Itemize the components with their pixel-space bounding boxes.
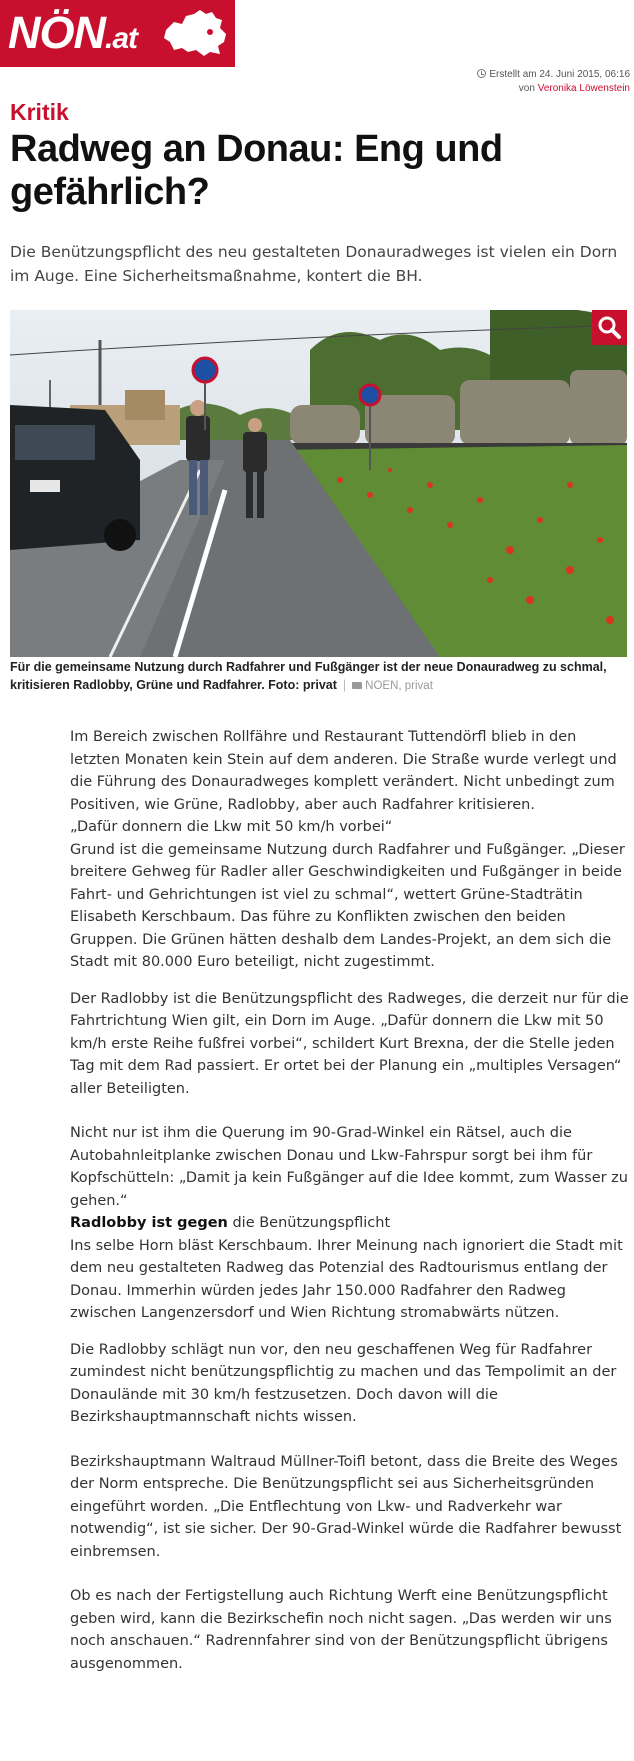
camera-icon — [352, 682, 362, 689]
search-icon — [592, 310, 627, 345]
photo-credit: NOEN, privat — [352, 680, 433, 692]
article-meta — [477, 68, 630, 96]
article-photo[interactable] — [10, 310, 627, 657]
created-date: Erstellt am 24. Juni 2015, 06:16 — [489, 69, 630, 80]
paragraph-6: Bezirkshauptmann Waltraud Müllner-Toifl betont, dass die Breite des Weges der Norm entspreche. Die Benützungspflicht sei aus Sicherheitsgründen eingeführt worden. „Die Entflechtung von Lkw- und Radverkehr war notwendig“, ist sie sicher. Der 90-Grad-Winkel würde die Radfahrer bewusst einbremsen. — [70, 1453, 622, 1560]
caption-text: Für die gemeinsame Nutzung durch Radfahrer und Fußgänger ist der neue Donauradweg zu schmal, kritisieren Radlobby, Grüne und Radfahrer. Foto: privat — [10, 660, 607, 692]
article-body — [70, 726, 630, 1689]
caption-separator: | — [342, 678, 347, 692]
subheading-bold: Radlobby ist gegen — [70, 1215, 228, 1231]
site-logo[interactable] — [0, 0, 235, 67]
zoom-button[interactable] — [592, 310, 627, 345]
article-kicker[interactable]: Kritik — [10, 99, 69, 125]
paragraph-5: Die Radlobby schlägt nun vor, den neu geschaffenen Weg für Radfahrer zumindest nicht benützungspflichtig zu machen und das Tempolimit an der Donaulände mit 30 km/h festzusetzen. Doch davon will die Bezirkshauptmannschaft nichts wissen. — [70, 1341, 617, 1425]
paragraph-1: Im Bereich zwischen Rollfähre und Restaurant Tuttendörfl blieb in den letzten Monaten kein Stein auf dem anderen. Die Straße wurde verlegt und die Führung des Donauradweges komplett verändert. Nicht unbedingt zum Positiven, wie Grüne, Radlobby, aber auch Radfahrer kritisieren. „Dafür donnern die Lkw mit 50 km/h vorbei“ Grund ist die gemeinsame Nutzung durch Radfahrer und Fußgänger. „Dieser breitere Gehweg für Radler aller Geschwindigkeiten und Fußgänger in beide Fahrt- und Gehrichtungen ist viel zu schmal“, wettert Grüne-Stadträtin Elisabeth Kerschbaum. Das führe zu Konflikten zwischen den beiden Gruppen. Die Grünen hätten deshalb dem Landes-Projekt, an dem sich die Stadt mit 80.000 Euro beteiligt, nicht zugestimmt. — [70, 729, 625, 970]
article-lead: Die Benützungspflicht des neu gestalteten Donauradweges ist vielen ein Dorn im Auge. Eine Sicherheitsmaßnahme, kontert die BH. — [10, 243, 618, 285]
paragraph-2: Der Radlobby ist die Benützungspflicht des Radweges, die derzeit nur für die Fahrtrichtung Wien gilt, ein Dorn im Auge. „Dafür donnern die Lkw mit 50 km/h erste Reihe fußfrei vorbei“, schildert Kurt Brexna, der die Stelle jeden Tag mit dem Rad passiert. Er ortet bei der Planung ein „multiples Versagen“ aller Beteiligten. — [70, 990, 629, 1097]
lower-austria-map-icon — [160, 8, 230, 58]
paragraph-3: Nicht nur ist ihm die Querung im 90-Grad-Winkel ein Rätsel, auch die Autobahnleitplanke zwischen Donau und Lkw-Fahrspur sorgt bei ihm für Kopfschütteln: „Damit ja kein Fußgänger auf die Idee kommt, zum Wasser zu gehen.“ Radlobby ist gegen die Benützungspflicht Ins selbe Horn bläst Kerschbaum. Ihrer Meinung nach ignoriert die Stadt mit dem neu gestalteten Radweg das Potenzial des Radtourismus entlang der Donau. Immerhin würden jedes Jahr 150.000 Radfahrer den Radweg zwischen Langenzersdorf und Wien Richtung stromabwärts nützen. — [70, 1125, 628, 1321]
subheading-quote: „Dafür donnern die Lkw mit 50 km/h vorbei“ — [70, 819, 393, 835]
photo-caption — [10, 658, 625, 695]
photo-illustration — [10, 310, 627, 657]
author-link[interactable]: Veronika Löwenstein — [537, 83, 630, 94]
paragraph-7: Ob es nach der Fertigstellung auch Richtung Werft eine Benützungspflicht geben wird, kann die Bezirkschefin noch nicht sagen. „Das werden wir uns noch anschauen.“ Radrennfahrer sind von der Benützungspflicht übrigens ausgenommen. — [70, 1588, 612, 1672]
author-prefix: von — [518, 83, 535, 94]
clock-icon — [477, 69, 486, 78]
article-headline: Radweg an Donau: Eng und gefährlich? — [10, 128, 503, 213]
logo-wordmark: NÖN.at — [8, 7, 138, 58]
